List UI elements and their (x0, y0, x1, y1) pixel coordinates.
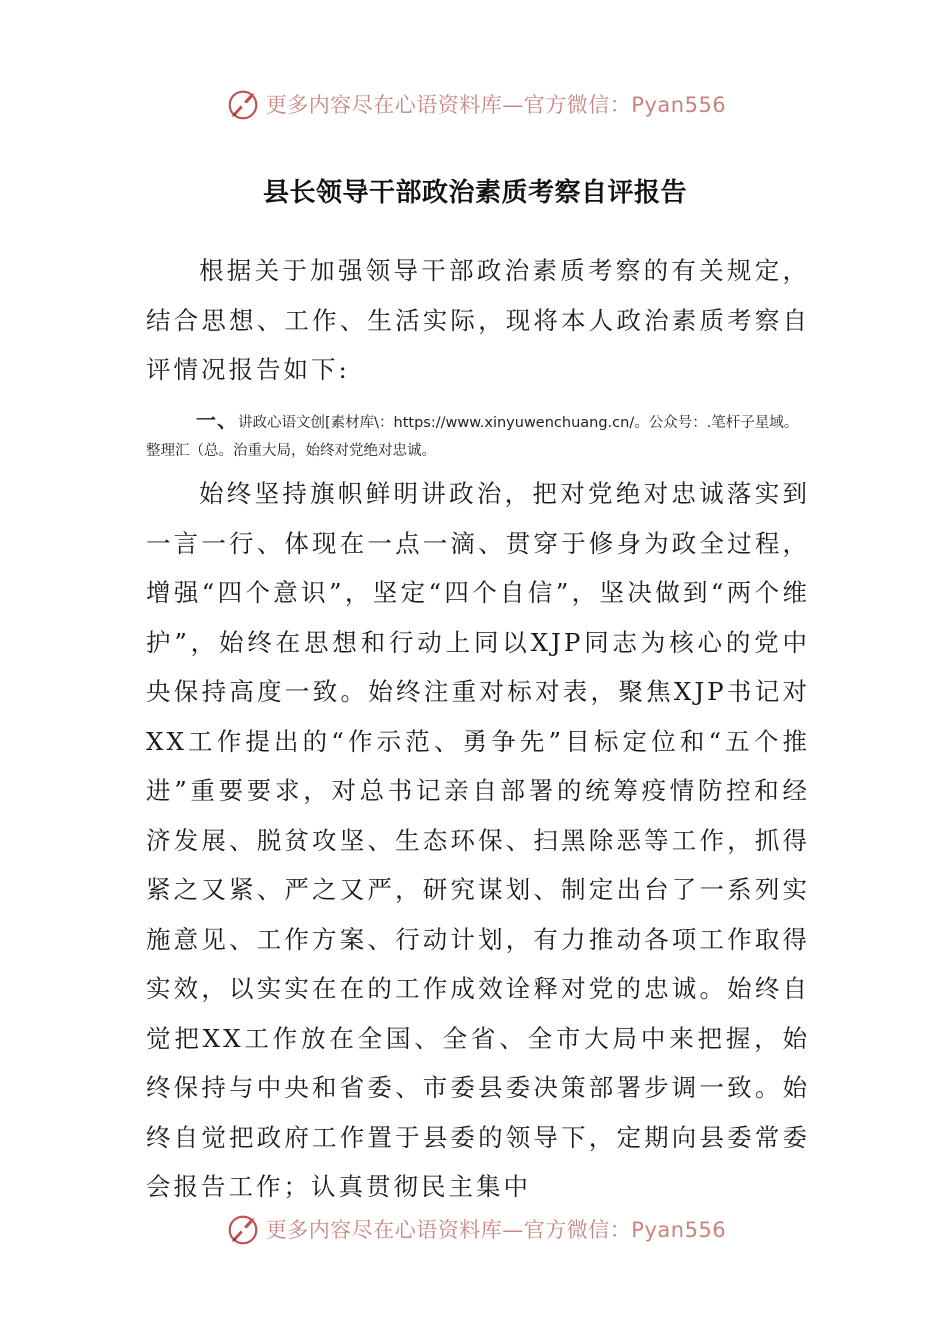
section-number: 一、 (196, 408, 238, 432)
pen-nib-logo-icon (224, 1210, 262, 1248)
watermark-header (0, 82, 950, 126)
section-heading (146, 406, 810, 465)
section-heading-text: 讲政心语文创[素材库\：https://www.xinyuwenchuang.cn/。公众号：.笔杆子星域。整理汇（总。治重大局，始终对党绝对忠诚。 (146, 415, 799, 459)
watermark-text: 更多内容尽在心语资料库—官方微信：Pyan556 (265, 1218, 727, 1242)
document-title: 县长领导干部政治素质考察自评报告 (262, 178, 687, 208)
body-paragraph: 始终坚持旗帜鲜明讲政治，把对党绝对忠诚落实到一言一行、体现在一点一滴、贯穿于修身为政全过程，增强“四个意识”，坚定“四个自信”，坚决做到“两个维护”，始终在思想和行动上同以XJP同志为核心的党中央保持高度一致。始终注重对标对表，聚焦XJP书记对XX工作提出的“作示范、勇争先”目标定位和“五个推进”重要要求，对总书记亲自部署的统筹疫情防控和经济发展、脱贫攻坚、生态环保、扫黑除恶等工作，抓得紧之又紧、严之又严，研究谋划、制定出台了一系列实施意见、工作方案、行动计划，有力推动各项工作取得实效，以实实在在的工作成效诠释对党的忠诚。始终自觉把XX工作放在全国、全省、全市大局中来把握，始终保持与中央和省委、市委县委决策部署步调一致。始终自觉把政府工作置于县委的领导下，定期向县委常委会报告工作；认真贯彻民主集中 (146, 479, 810, 1201)
pen-nib-logo-icon (224, 85, 262, 123)
watermark-footer (0, 1207, 950, 1251)
watermark-text: 更多内容尽在心语资料库—官方微信：Pyan556 (265, 93, 727, 117)
intro-paragraph: 根据关于加强领导干部政治素质考察的有关规定，结合思想、工作、生活实际，现将本人政治素质考察自评情况报告如下: (146, 256, 810, 384)
